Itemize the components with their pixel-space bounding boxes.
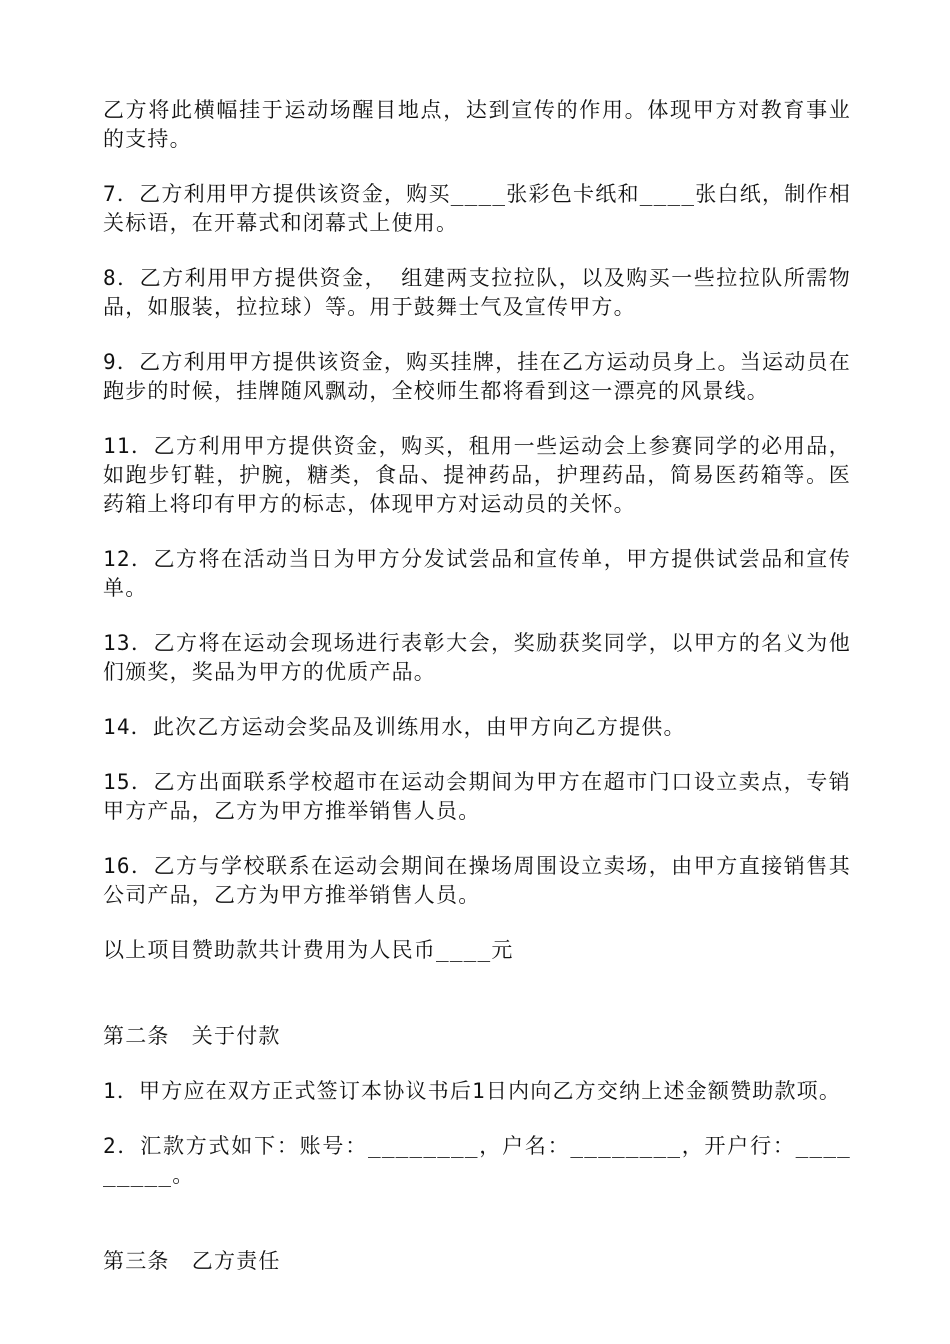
paragraph-item-14: 14．此次乙方运动会奖品及训练用水，由甲方向乙方提供。 [103, 715, 686, 739]
document-page [103, 96, 851, 1276]
section-heading-party-b-duties: 第三条 乙方责任 [103, 1249, 281, 1273]
paragraph-payment-2: 2．汇款方式如下：账号：________，户名：________，开户行：_________。 [103, 1134, 851, 1187]
paragraph-total-amount: 以上项目赞助款共计费用为人民币____元 [103, 938, 514, 962]
paragraph-item-7: 7．乙方利用甲方提供该资金，购买____张彩色卡纸和____张白纸，制作相关标语，在开幕式和闭幕式上使用。 [103, 182, 851, 235]
paragraph-item-15: 15．乙方出面联系学校超市在运动会期间为甲方在超市门口设立卖点，专销甲方产品，乙方为甲方推举销售人员。 [103, 770, 851, 823]
paragraph-payment-1: 1．甲方应在双方正式签订本协议书后1日内向乙方交纳上述金额赞助款项。 [103, 1079, 842, 1103]
paragraph-item-16: 16．乙方与学校联系在运动会期间在操场周围设立卖场，由甲方直接销售其公司产品，乙方为甲方推举销售人员。 [103, 854, 851, 907]
paragraph-item-8: 8．乙方利用甲方提供资金， 组建两支拉拉队，以及购买一些拉拉队所需物品，如服装，拉拉球）等。用于鼓舞士气及宣传甲方。 [103, 266, 851, 319]
paragraph-item-11: 11．乙方利用甲方提供资金，购买，租用一些运动会上参赛同学的必用品，如跑步钉鞋，护腕，糖类，食品、提神药品，护理药品，简易医药箱等。医药箱上将印有甲方的标志，体现甲方对运动员的关怀。 [103, 434, 851, 516]
paragraph-banner: 乙方将此横幅挂于运动场醒目地点，达到宣传的作用。体现甲方对教育事业的支持。 [103, 98, 851, 151]
paragraph-item-12: 12．乙方将在活动当日为甲方分发试尝品和宣传单，甲方提供试尝品和宣传单。 [103, 547, 851, 600]
paragraph-item-13: 13．乙方将在运动会现场进行表彰大会，奖励获奖同学，以甲方的名义为他们颁奖，奖品为甲方的优质产品。 [103, 631, 851, 684]
section-heading-payment: 第二条 关于付款 [103, 1024, 281, 1048]
paragraph-item-9: 9．乙方利用甲方提供该资金，购买挂牌，挂在乙方运动员身上。当运动员在跑步的时候，挂牌随风飘动，全校师生都将看到这一漂亮的风景线。 [103, 350, 851, 403]
